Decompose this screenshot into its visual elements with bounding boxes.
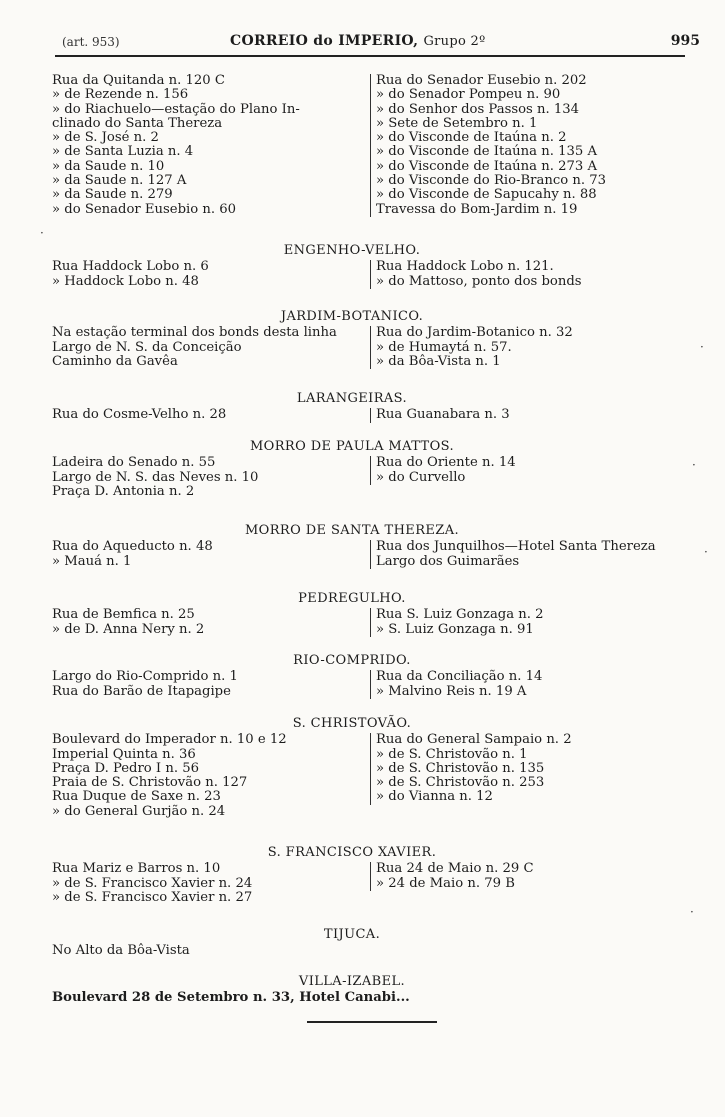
left-column xyxy=(52,74,370,217)
left-column xyxy=(52,408,370,422)
section-larangeiras xyxy=(52,392,692,423)
address-line: Rua Guanabara n. 3 xyxy=(376,407,510,423)
section-title: S. FRANCISCO XAVIER. xyxy=(267,845,437,860)
page-header xyxy=(62,33,700,55)
right-column xyxy=(370,74,692,217)
left-column xyxy=(52,456,370,499)
left-column xyxy=(52,944,370,958)
address-line: » de S. Christovão n. 135 xyxy=(376,760,545,776)
address-line: » do Senador Eusebio n. 60 xyxy=(52,201,237,217)
address-line: Rua Haddock Lobo n. 6 xyxy=(52,259,209,275)
section-title: JARDIM-BOTANICO. xyxy=(280,309,424,324)
section-title: VILLA-IZABEL. xyxy=(298,974,406,989)
address-line: » Sete de Setembro n. 1 xyxy=(376,115,538,131)
section-s-christov-o xyxy=(52,717,692,819)
section-title: TIJUCA. xyxy=(323,927,381,942)
address-line: » do General Gurjão n. 24 xyxy=(52,803,226,819)
ink-speck: · xyxy=(700,340,704,354)
address-line: » S. Luiz Gonzaga n. 91 xyxy=(376,621,534,637)
address-line: Rua do Cosme-Velho n. 28 xyxy=(52,407,227,423)
address-line: Praia de S. Christovão n. 127 xyxy=(52,775,248,791)
right-column xyxy=(370,326,692,369)
section-columns xyxy=(52,608,692,637)
address-line: » da Bôa-Vista n. 1 xyxy=(376,353,501,369)
left-column xyxy=(52,862,370,905)
address-line: » Mauá n. 1 xyxy=(52,553,132,569)
section-morro-de-paula-mattos xyxy=(52,440,692,499)
address-line: Rua S. Luiz Gonzaga n. 2 xyxy=(376,607,544,623)
article-reference: (art. 953) xyxy=(62,35,120,49)
address-line: Rua do Barão de Itapagipe xyxy=(52,683,231,699)
address-line: » do Riachuelo—estação do Plano In- xyxy=(52,101,300,117)
address-line: Rua de Bemfica n. 25 xyxy=(52,607,195,623)
section-villa-izabel xyxy=(52,975,692,1006)
address-line: Caminho da Gavêa xyxy=(52,353,178,369)
address-line: Rua da Quitanda n. 120 C xyxy=(52,73,225,88)
right-column xyxy=(370,862,692,891)
address-line: » do Visconde de Sapucahy n. 88 xyxy=(376,187,597,203)
section-title: PEDREGULHO. xyxy=(298,591,406,606)
left-column xyxy=(52,733,370,819)
address-line: » de S. Francisco Xavier n. 27 xyxy=(52,889,253,905)
address-line: » da Saude n. 127 A xyxy=(52,173,187,189)
address-line: Rua do General Sampaio n. 2 xyxy=(376,732,572,748)
address-line: Rua do Oriente n. 14 xyxy=(376,455,516,471)
address-line: Na estação terminal dos bonds desta linha xyxy=(52,325,337,341)
address-line: Rua 24 de Maio n. 29 C xyxy=(376,861,534,877)
right-column xyxy=(370,540,692,569)
section-title: S. CHRISTOVÃO. xyxy=(292,716,412,731)
section-rio-comprido xyxy=(52,654,692,699)
page-subtitle: Grupo 2º xyxy=(423,34,486,49)
address-line: » de S. Christovão n. 1 xyxy=(376,746,528,762)
address-line: Boulevard 28 de Setembro n. 33, Hotel Canabi... xyxy=(52,990,410,1006)
section-pedregulho xyxy=(52,592,692,637)
address-line: Rua do Senador Eusebio n. 202 xyxy=(376,73,587,88)
address-line: Largo dos Guimarães xyxy=(376,553,520,569)
address-line: » da Saude n. 279 xyxy=(52,187,173,203)
right-column xyxy=(370,608,692,637)
address-line: Rua Mariz e Barros n. 10 xyxy=(52,861,221,877)
section-tijuca xyxy=(52,928,692,959)
address-line: » Malvino Reis n. 19 A xyxy=(376,683,527,699)
right-column xyxy=(370,733,692,804)
right-column xyxy=(370,456,692,485)
end-rule xyxy=(307,1021,437,1023)
address-line: Praça D. Pedro I n. 56 xyxy=(52,760,199,776)
section-columns xyxy=(52,326,692,369)
address-line: » do Visconde de Itaúna n. 135 A xyxy=(376,144,597,160)
address-line: » do Visconde de Itaúna n. 273 A xyxy=(376,158,597,174)
address-line: » do Senhor dos Passos n. 134 xyxy=(376,101,580,117)
address-line: » do Vianna n. 12 xyxy=(376,789,493,805)
address-line: Rua dos Junquilhos—Hotel Santa Thereza xyxy=(376,539,656,555)
address-line: » de Humaytá n. 57. xyxy=(376,339,512,355)
header-rule xyxy=(55,55,685,57)
section-columns xyxy=(52,260,692,289)
address-line: » de S. José n. 2 xyxy=(52,130,159,146)
section-columns xyxy=(52,540,692,569)
address-line: Rua da Conciliação n. 14 xyxy=(376,669,543,685)
left-column xyxy=(52,990,410,1006)
right-column xyxy=(370,408,692,422)
address-line: Imperial Quinta n. 36 xyxy=(52,746,196,762)
ink-speck: · xyxy=(40,226,44,240)
left-column xyxy=(52,608,370,637)
ink-speck: · xyxy=(692,458,696,472)
address-line: » de Rezende n. 156 xyxy=(52,87,189,103)
page-title-text: CORREIO do IMPERIO, xyxy=(230,33,419,49)
section-columns xyxy=(52,944,692,958)
section-s-francisco-xavier xyxy=(52,846,692,905)
left-column xyxy=(52,326,370,369)
address-line: » de S. Francisco Xavier n. 24 xyxy=(52,875,253,891)
section-columns xyxy=(52,74,692,217)
section-jardim-botanico xyxy=(52,310,692,369)
ink-speck: · xyxy=(690,905,694,919)
right-column xyxy=(370,670,692,699)
section-columns xyxy=(52,991,692,1005)
left-column xyxy=(52,670,370,699)
section-columns xyxy=(52,733,692,819)
right-column xyxy=(370,260,692,289)
address-line: » do Mattoso, ponto dos bonds xyxy=(376,273,582,289)
address-line: clinado do Santa Thereza xyxy=(52,115,223,131)
address-line: Rua Haddock Lobo n. 121. xyxy=(376,259,554,275)
address-line: Boulevard do Imperador n. 10 e 12 xyxy=(52,732,287,748)
address-line: Largo de N. S. das Neves n. 10 xyxy=(52,469,259,485)
section-title: MORRO DE PAULA MATTOS. xyxy=(249,439,455,454)
address-line: Praça D. Antonia n. 2 xyxy=(52,483,195,499)
address-line: Largo do Rio-Comprido n. 1 xyxy=(52,669,238,685)
address-line: » de S. Christovão n. 253 xyxy=(376,775,545,791)
left-column xyxy=(52,540,370,569)
address-line: Travessa do Bom-Jardim n. 19 xyxy=(376,201,578,217)
address-line: Largo de N. S. da Conceição xyxy=(52,339,242,355)
address-line: » da Saude n. 10 xyxy=(52,158,165,174)
address-line: » do Visconde do Rio-Branco n. 73 xyxy=(376,173,607,189)
section-engenho-velho xyxy=(52,244,692,289)
section-columns xyxy=(52,862,692,905)
address-line: Rua do Jardim-Botanico n. 32 xyxy=(376,325,573,341)
page-number: 995 xyxy=(670,33,700,49)
section-title: RIO-COMPRIDO. xyxy=(293,653,411,668)
address-line: » de Santa Luzia n. 4 xyxy=(52,144,194,160)
section-title: ENGENHO-VELHO. xyxy=(283,243,421,258)
section-columns xyxy=(52,670,692,699)
address-line: Rua do Aqueducto n. 48 xyxy=(52,539,213,555)
address-line: » 24 de Maio n. 79 B xyxy=(376,875,515,891)
address-line: » do Curvello xyxy=(376,469,466,485)
address-line: » Haddock Lobo n. 48 xyxy=(52,273,199,289)
section-columns xyxy=(52,456,692,499)
ink-speck: · xyxy=(704,545,708,559)
page-title xyxy=(230,33,486,49)
address-line: » do Senador Pompeu n. 90 xyxy=(376,87,561,103)
section-centro xyxy=(52,74,692,217)
section-title: LARANGEIRAS. xyxy=(296,391,408,406)
section-columns xyxy=(52,408,692,422)
section-morro-de-santa-thereza xyxy=(52,524,692,569)
address-line: Rua Duque de Saxe n. 23 xyxy=(52,789,221,805)
left-column xyxy=(52,260,370,289)
address-line: » de D. Anna Nery n. 2 xyxy=(52,621,205,637)
address-line: » do Visconde de Itaúna n. 2 xyxy=(376,130,567,146)
address-line: Ladeira do Senado n. 55 xyxy=(52,455,216,471)
section-title: MORRO DE SANTA THEREZA. xyxy=(244,523,460,538)
address-line: No Alto da Bôa-Vista xyxy=(52,943,190,959)
